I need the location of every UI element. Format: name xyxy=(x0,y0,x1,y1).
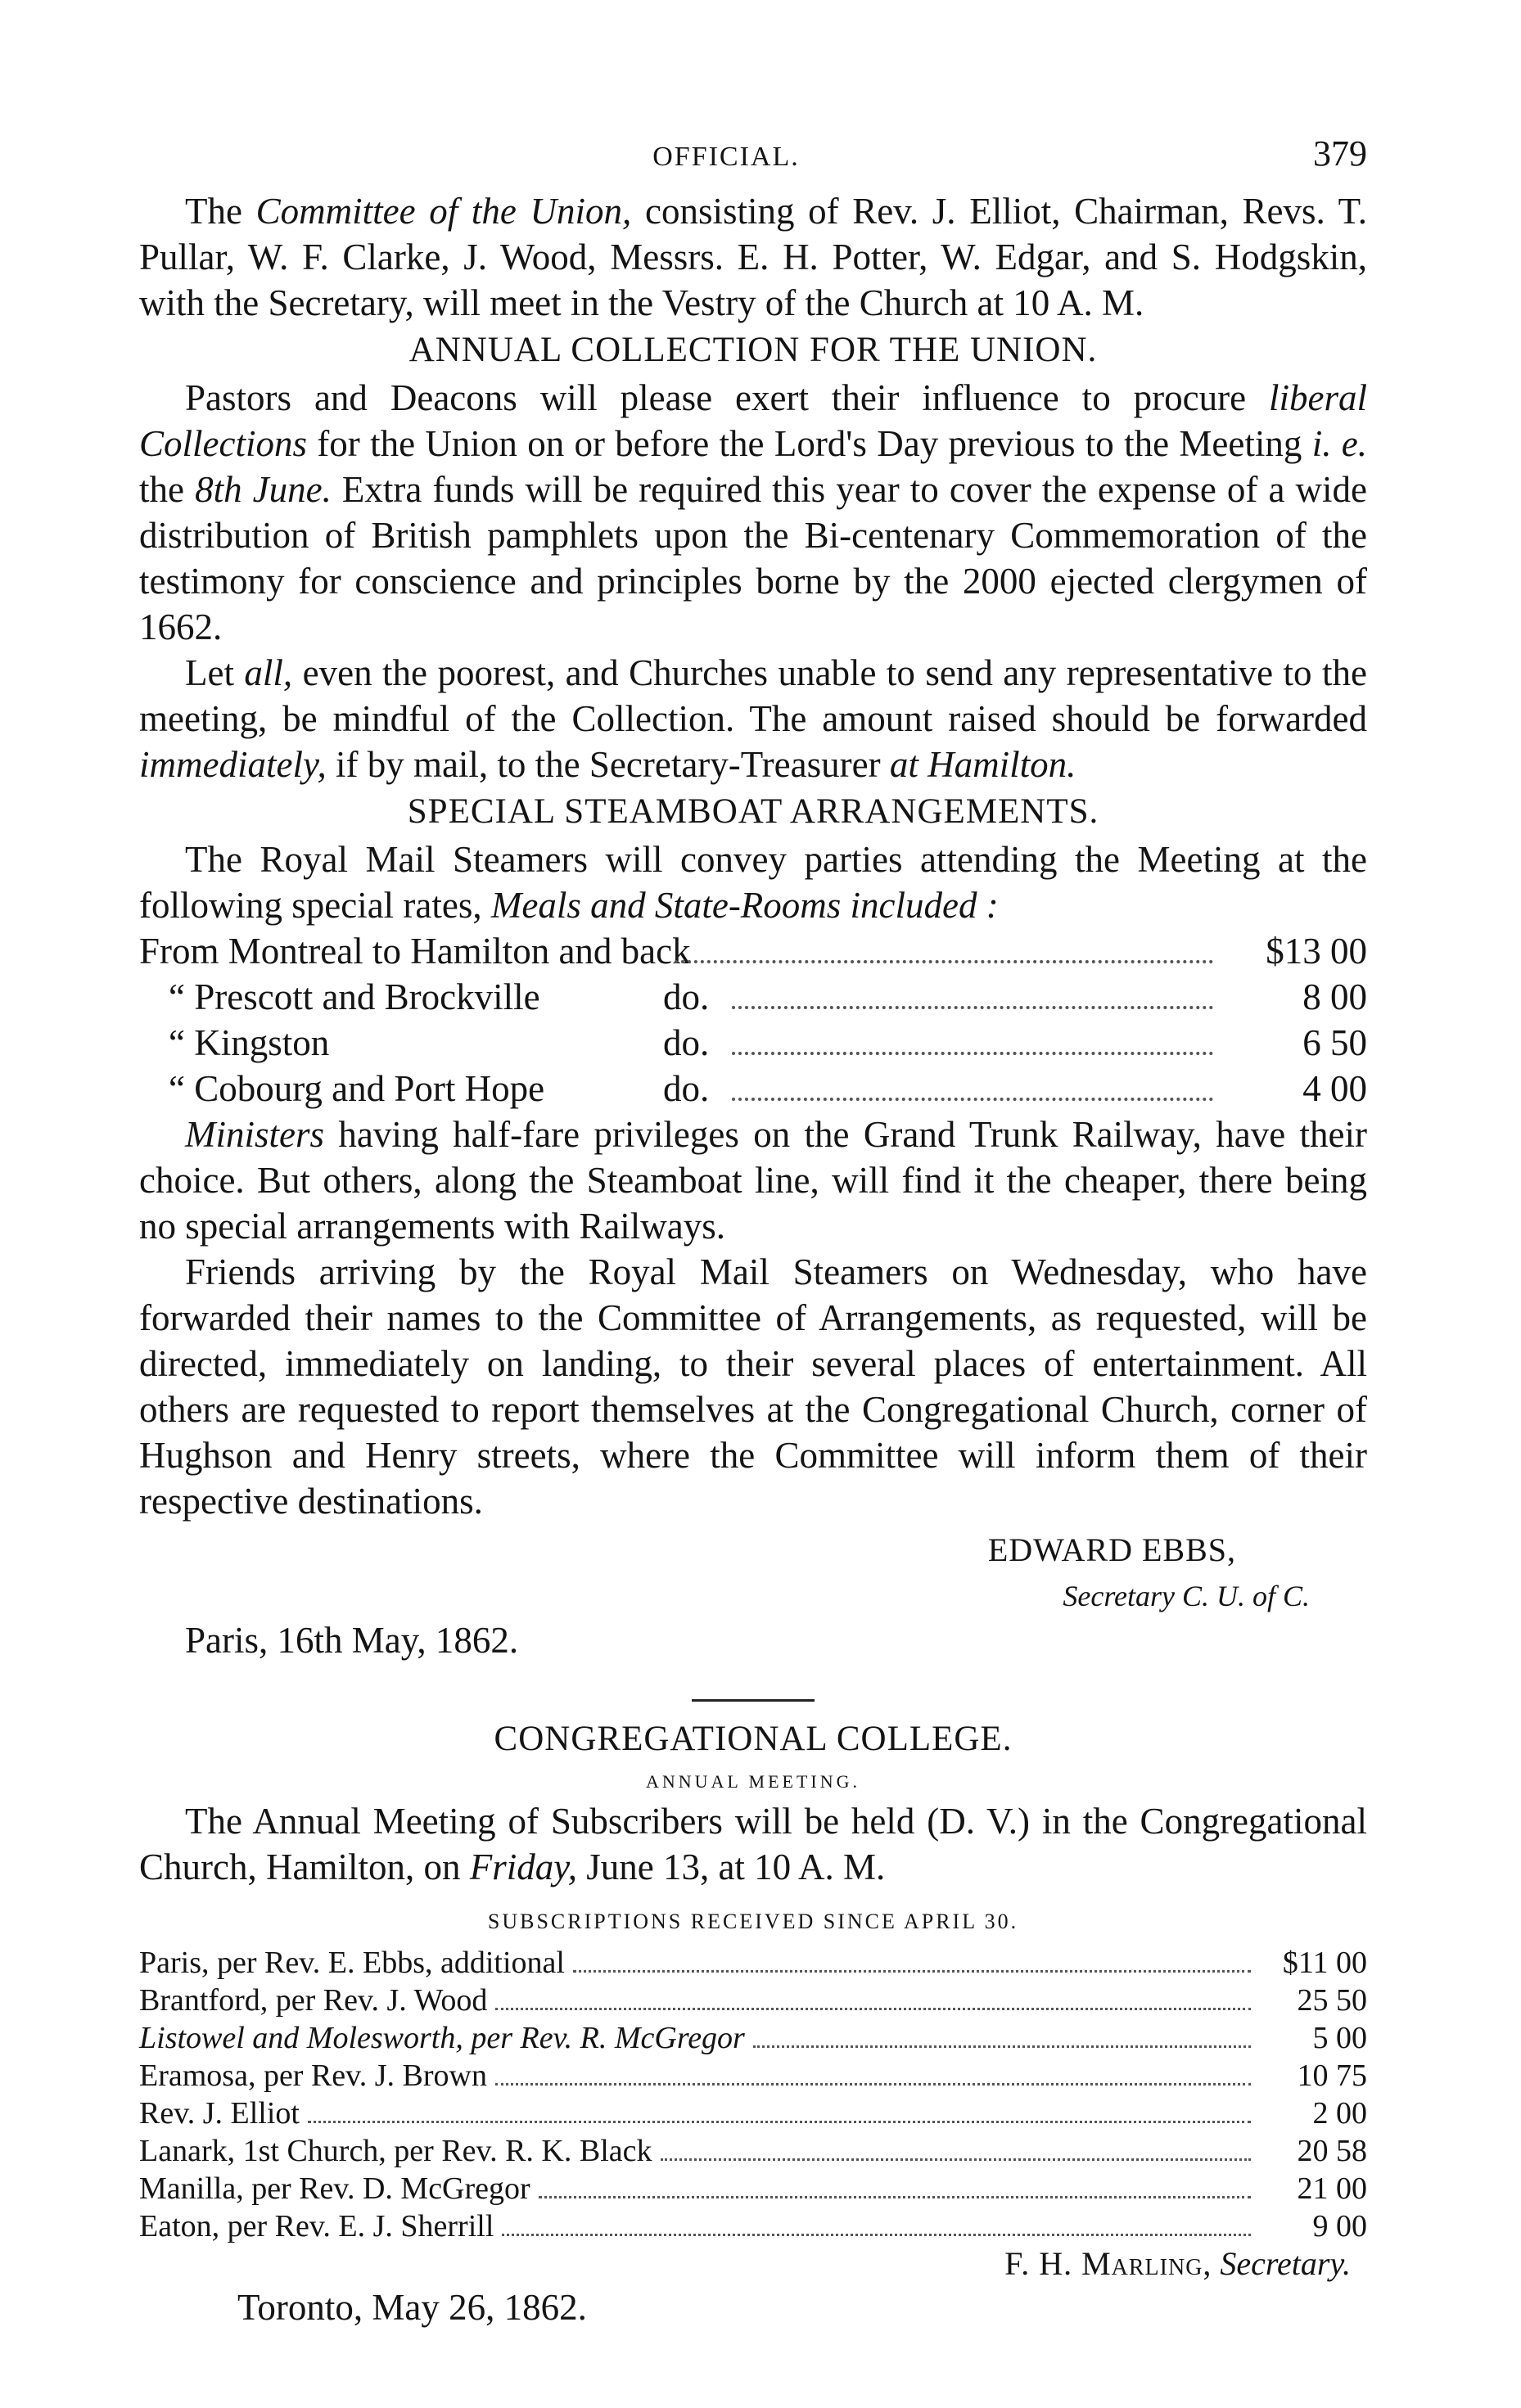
college-text-b: June 13, at 10 A. M. xyxy=(576,1847,886,1887)
friends-paragraph: Friends arriving by the Royal Mail Steamers on Wednesday, who have forwarded their names to the Committee of Arrangements, as requested, will be directed, immediately on landing, to their several places of entertainment. All others are requested to report themselves at the Congregational Church, corner of Hughson and Henry streets, where the Committee will inform them of their respective destinations. xyxy=(139,1251,1367,1522)
annual-collection-paragraph-2 xyxy=(139,650,1367,787)
subscription-amount: 5 00 xyxy=(1312,2021,1367,2055)
list-item xyxy=(139,2170,1367,2207)
fare-amount: 8 00 xyxy=(1302,976,1367,1017)
document-page xyxy=(139,131,1367,2332)
fare-ditto: do. xyxy=(663,1022,710,1063)
subscriptions-list xyxy=(139,1944,1367,2245)
list-item xyxy=(139,1944,1367,1982)
dot-leader xyxy=(753,2045,1251,2048)
running-head xyxy=(139,131,1367,188)
annual-collection-paragraph-1 xyxy=(139,375,1367,650)
list-item xyxy=(139,2132,1367,2170)
fare-amount: 4 00 xyxy=(1302,1068,1367,1109)
dot-leader xyxy=(732,1098,1213,1101)
fare-route: From Montreal to Hamilton and back xyxy=(139,931,691,972)
collection-p2-italic-3: at Hamilton. xyxy=(889,744,1076,785)
fare-row xyxy=(139,1020,1367,1066)
fare-amount: 6 50 xyxy=(1302,1022,1367,1063)
subscriber-name: Lanark, 1st Church, per Rev. R. K. Black xyxy=(139,2134,652,2168)
collection-p2-a: Let xyxy=(185,652,245,693)
subscriber-name: Manilla, per Rev. D. McGregor xyxy=(139,2171,530,2206)
subscriptions-heading: SUBSCRIPTIONS RECEIVED SINCE APRIL 30. xyxy=(487,1910,1019,1933)
college-signature-name: F. H. Marling, xyxy=(1004,2245,1212,2282)
college-dateline: Toronto, May 26, 1862. xyxy=(237,2287,587,2328)
dot-leader xyxy=(732,1052,1213,1055)
subscription-amount: 20 58 xyxy=(1297,2134,1367,2168)
dot-leader xyxy=(675,960,1213,963)
annual-collection-heading: ANNUAL COLLECTION FOR THE UNION. xyxy=(408,331,1098,369)
fare-row xyxy=(139,1066,1367,1112)
steamboat-dateline: Paris, 16th May, 1862. xyxy=(185,1620,519,1661)
subscription-amount: 9 00 xyxy=(1312,2209,1367,2243)
section-divider xyxy=(692,1699,815,1702)
list-item xyxy=(139,2057,1367,2095)
dot-leader xyxy=(539,2196,1251,2198)
subscription-amount: 2 00 xyxy=(1312,2096,1367,2131)
ministers-paragraph xyxy=(139,1112,1367,1249)
fare-ditto: do. xyxy=(663,1068,710,1109)
college-paragraph xyxy=(139,1798,1367,1890)
page-number: 379 xyxy=(1313,133,1367,174)
collection-text-b: for the Union on or before the Lord's Day previous to the Meeting xyxy=(306,423,1312,464)
collection-text-d: Extra funds will be required this year to cover the expense of a wide distribution of British pamphlets upon the Bi-centenary Commemoration of the testimony for conscience and principles borne by the 2000 ejected clergymen of 1662. xyxy=(139,469,1367,647)
dot-leader xyxy=(732,1006,1213,1009)
college-heading: CONGREGATIONAL COLLEGE. xyxy=(494,1720,1013,1758)
fare-route: “ Prescott and Brockville xyxy=(169,976,540,1017)
steamboat-heading: SPECIAL STEAMBOAT ARRANGEMENTS. xyxy=(407,792,1099,831)
fare-route: “ Cobourg and Port Hope xyxy=(169,1068,545,1109)
dot-leader xyxy=(495,2008,1251,2010)
collection-italic-3: 8th June. xyxy=(195,469,332,510)
subscriber-name: Eramosa, per Rev. J. Brown xyxy=(139,2059,487,2093)
steamboat-signature-title: Secretary C. U. of C. xyxy=(1063,1580,1310,1612)
fare-route: “ Kingston xyxy=(169,1022,330,1063)
ministers-italic: Ministers xyxy=(185,1114,325,1155)
collection-text-a: Pastors and Deacons will please exert their influence to procure xyxy=(185,377,1269,418)
collection-p2-italic-1: all, xyxy=(244,652,293,693)
college-text-a: The Annual Meeting of Subscribers will be held (D. V.) in the Congregational Church, Hamilton, on xyxy=(139,1801,1367,1887)
collection-text-c: the xyxy=(139,469,196,510)
committee-rest: consisting of Rev. J. Elliot, Chairman, Revs. T. Pullar, W. F. Clarke, J. Wood, Messrs. E. H. Potter, W. Edgar, and S. Hodgskin, with the Secretary, will meet in the Vestry of the Church at 10 A. M. xyxy=(139,191,1367,323)
collection-italic-1: liberal Collections xyxy=(139,377,1367,464)
subscriber-name: Brantford, per Rev. J. Wood xyxy=(139,1983,488,2018)
ministers-text: having half-fare privileges on the Grand Trunk Railway, have their choice. But others, along the Steamboat line, will find it the cheaper, there being no special arrangements with Railways. xyxy=(139,1114,1367,1247)
collection-p2-b: even the poorest, and Churches unable to send any representative to the meeting, be mindful of the Collection. The amount raised should be forwarded xyxy=(139,652,1367,739)
steamboat-intro-italic: Meals and State-Rooms included : xyxy=(490,885,999,926)
collection-p2-italic-2: immediately, xyxy=(139,744,327,785)
dot-leader xyxy=(661,2158,1252,2161)
subscription-amount: 25 50 xyxy=(1297,1983,1367,2018)
list-item xyxy=(139,2019,1367,2057)
dot-leader xyxy=(502,2234,1251,2236)
subscription-amount: 21 00 xyxy=(1297,2171,1367,2206)
subscription-amount: $11 00 xyxy=(1282,1946,1367,1980)
dot-leader xyxy=(308,2121,1251,2123)
fare-row xyxy=(139,928,1367,974)
steamboat-intro-text: The Royal Mail Steamers will convey parties attending the Meeting at the following special rates, xyxy=(139,839,1367,926)
fare-ditto: do. xyxy=(663,976,710,1017)
list-item xyxy=(139,1982,1367,2019)
running-head-title: OFFICIAL. xyxy=(652,142,800,172)
dot-leader xyxy=(573,1970,1251,1973)
college-signature-title: Secretary. xyxy=(1220,2245,1351,2282)
subscriber-name: Listowel and Molesworth, per Rev. R. McGregor xyxy=(139,2021,745,2055)
fare-row xyxy=(139,974,1367,1020)
list-item xyxy=(139,2207,1367,2245)
steamboat-signature-name: EDWARD EBBS, xyxy=(987,1531,1236,1568)
list-item xyxy=(139,2095,1367,2132)
subscription-amount: 10 75 xyxy=(1297,2059,1367,2093)
steamboat-signature-block xyxy=(139,1573,1367,1671)
committee-lead: The xyxy=(185,191,256,232)
steamboat-intro xyxy=(139,836,1367,928)
dot-leader xyxy=(495,2083,1251,2086)
collection-italic-2: i. e. xyxy=(1311,423,1367,464)
subscriber-name: Rev. J. Elliot xyxy=(139,2096,300,2131)
committee-paragraph xyxy=(139,188,1367,326)
collection-p2-c: if by mail, to the Secretary-Treasurer xyxy=(326,744,890,785)
college-italic: Friday, xyxy=(469,1847,577,1887)
subscriber-name: Paris, per Rev. E. Ebbs, additional xyxy=(139,1946,565,1980)
fare-table xyxy=(139,928,1367,1112)
college-subheading: ANNUAL MEETING. xyxy=(645,1771,861,1792)
committee-italic: Committee of the Union, xyxy=(255,191,632,232)
college-signature xyxy=(139,2245,1367,2283)
subscriber-name: Eaton, per Rev. E. J. Sherrill xyxy=(139,2209,494,2243)
fare-amount: $13 00 xyxy=(1266,931,1367,972)
